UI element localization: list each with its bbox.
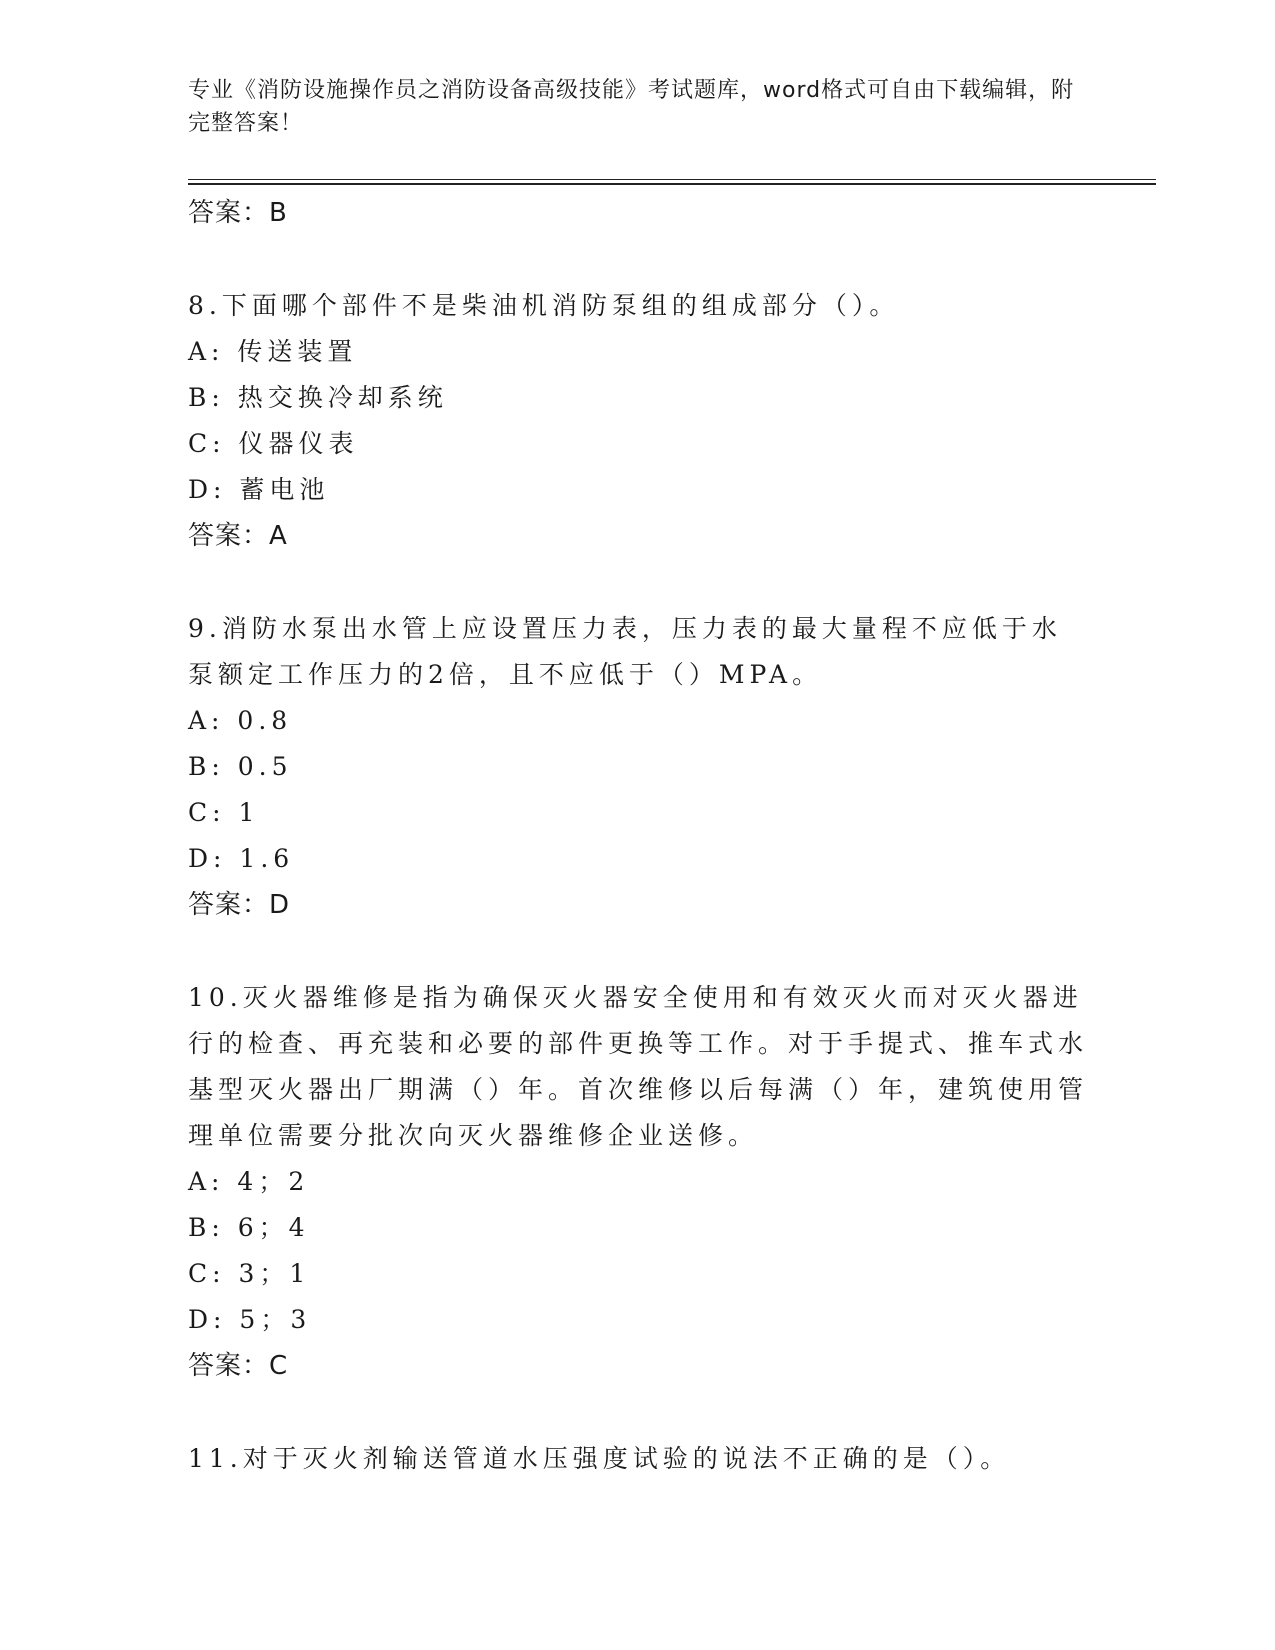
- option-d: D: 5；3: [188, 1305, 312, 1334]
- option-d: D: 蓄电池: [188, 475, 330, 504]
- option-b: B: 0.5: [188, 752, 293, 781]
- question-text: 11.对于灭火剂输送管道水压强度试验的说法不正确的是（）。: [188, 1444, 1011, 1473]
- question-text: 9.消防水泵出水管上应设置压力表，压力表的最大量程不应低于水泵额定工作压力的2倍，且不应低于（）MPA。: [188, 614, 1062, 689]
- question-block-8: [188, 283, 1088, 559]
- question-text: 8.下面哪个部件不是柴油机消防泵组的组成部分（）。: [188, 291, 900, 320]
- header-divider-thin: [188, 179, 1156, 180]
- option-b: B: 热交换冷却系统: [188, 383, 448, 412]
- option-d: D: 1.6: [188, 844, 295, 873]
- question-text: 10.灭火器维修是指为确保灭火器安全使用和有效灭火而对灭火器进行的检查、再充装和必要的部件更换等工作。对于手提式、推车式水基型灭火器出厂期满（）年。首次维修以后每满（）年，建筑使用管理单位需要分批次向灭火器维修企业送修。: [188, 983, 1089, 1150]
- answer-line: 答案：C: [188, 1351, 289, 1381]
- option-c: C: 仪器仪表: [188, 429, 359, 458]
- document-header: 专业《消防设施操作员之消防设备高级技能》考试题库，word格式可自由下载编辑，附完整答案！: [188, 78, 1075, 136]
- answer-line-previous: 答案：B: [188, 198, 288, 228]
- option-c: C: 1: [188, 798, 260, 827]
- answer-line: 答案：A: [188, 521, 288, 551]
- option-a: A: 传送装置: [188, 337, 358, 366]
- header-divider-thick: [188, 183, 1156, 185]
- question-block-11: [188, 1436, 1088, 1482]
- option-b: B: 6；4: [188, 1213, 310, 1242]
- answer-line: 答案：D: [188, 890, 291, 920]
- question-list: [188, 190, 1088, 1482]
- option-a: A: 0.8: [188, 706, 293, 735]
- option-a: A: 4；2: [188, 1167, 310, 1196]
- option-c: C: 3；1: [188, 1259, 311, 1288]
- question-block-10: [188, 975, 1088, 1389]
- question-block-9: [188, 606, 1088, 928]
